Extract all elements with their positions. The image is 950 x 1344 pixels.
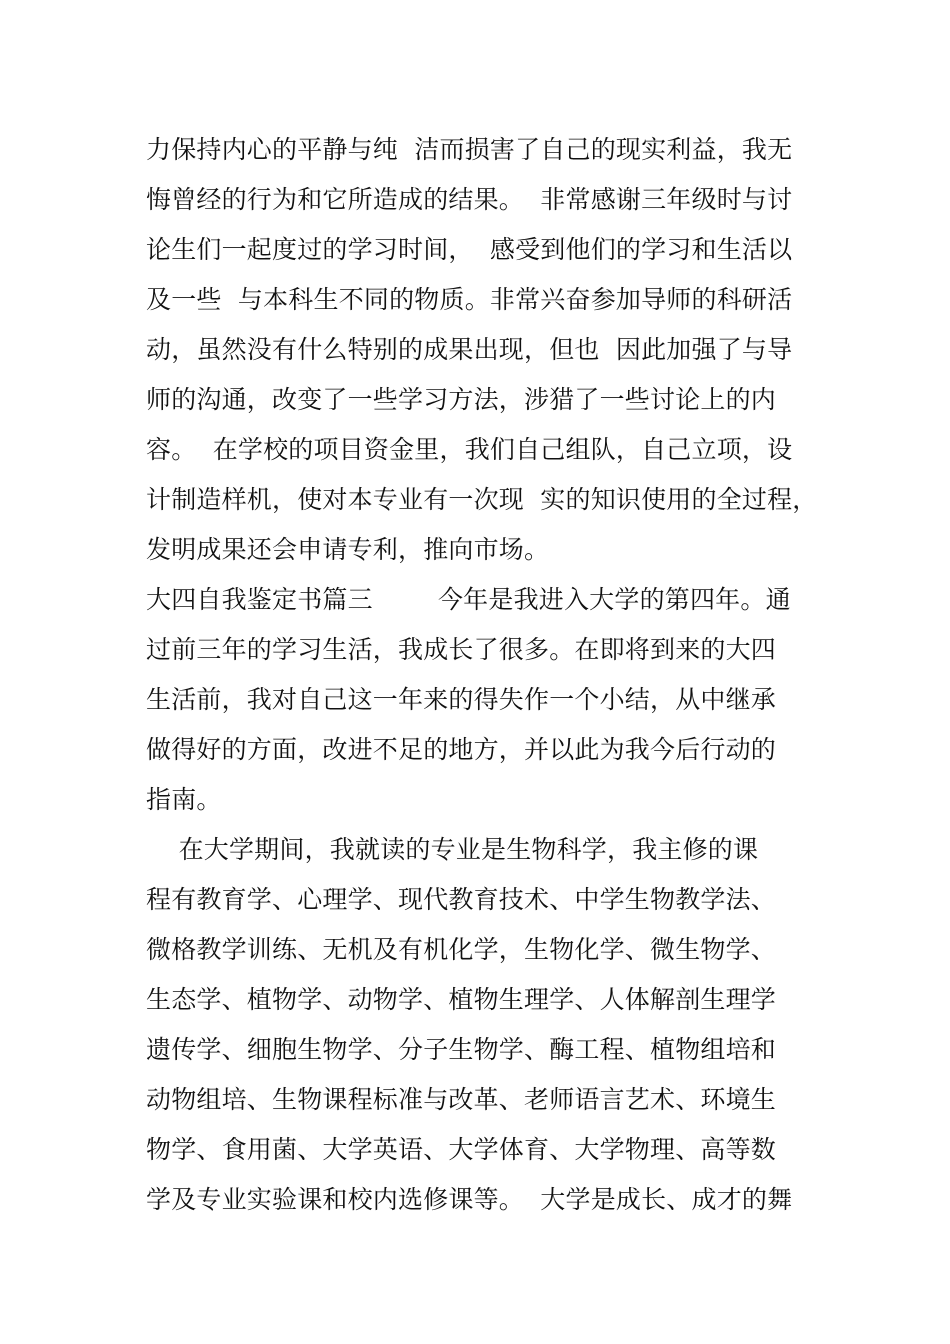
- text-line: 遗传学、细胞生物学、分子生物学、酶工程、植物组培和: [146, 1035, 777, 1064]
- text-line: 学及专业实验课和校内选修课等。 大学是成长、成才的舞: [146, 1185, 793, 1214]
- text-line: 做得好的方面，改进不足的地方，并以此为我今后行动的: [146, 735, 777, 764]
- text-line: 动，虽然没有什么特别的成果出现，但也 因此加强了与导: [146, 335, 793, 364]
- section-heading-line: 大四自我鉴定书篇三 今年是我进入大学的第四年。通: [146, 585, 791, 614]
- text-line: 生态学、植物学、动物学、植物生理学、人体解剖生理学: [146, 985, 777, 1014]
- text-line: 过前三年的学习生活，我成长了很多。在即将到来的大四: [146, 635, 777, 664]
- text-line: 容。 在学校的项目资金里，我们自己组队，自己立项，设: [146, 435, 793, 464]
- text-line: 悔曾经的行为和它所造成的结果。 非常感谢三年级时与讨: [146, 185, 793, 214]
- text-line: 论生们一起度过的学习时间， 感受到他们的学习和生活以: [146, 235, 793, 264]
- text-line: 生活前，我对自己这一年来的得失作一个小结，从中继承: [146, 685, 777, 714]
- text-line: 物学、食用菌、大学英语、大学体育、大学物理、高等数: [146, 1135, 777, 1164]
- text-line: 师的沟通，改变了一些学习方法，涉猎了一些讨论上的内: [146, 385, 777, 414]
- text-line: 及一些 与本科生不同的物质。非常兴奋参加导师的科研活: [146, 285, 793, 314]
- paragraph-start-line: 在大学期间，我就读的专业是生物科学，我主修的课: [146, 835, 759, 864]
- text-line: 指南。: [146, 785, 222, 814]
- text-line: 力保持内心的平静与纯 洁而损害了自己的现实利益，我无: [146, 135, 793, 164]
- text-line: 动物组培、生物课程标准与改革、老师语言艺术、环境生: [146, 1085, 777, 1114]
- text-line: 微格教学训练、无机及有机化学，生物化学、微生物学、: [146, 935, 777, 964]
- text-line: 计制造样机，使对本专业有一次现 实的知识使用的全过程，: [146, 485, 818, 514]
- text-line: 发明成果还会申请专利，推向市场。: [146, 535, 550, 564]
- text-line: 程有教育学、心理学、现代教育技术、中学生物教学法、: [146, 885, 777, 914]
